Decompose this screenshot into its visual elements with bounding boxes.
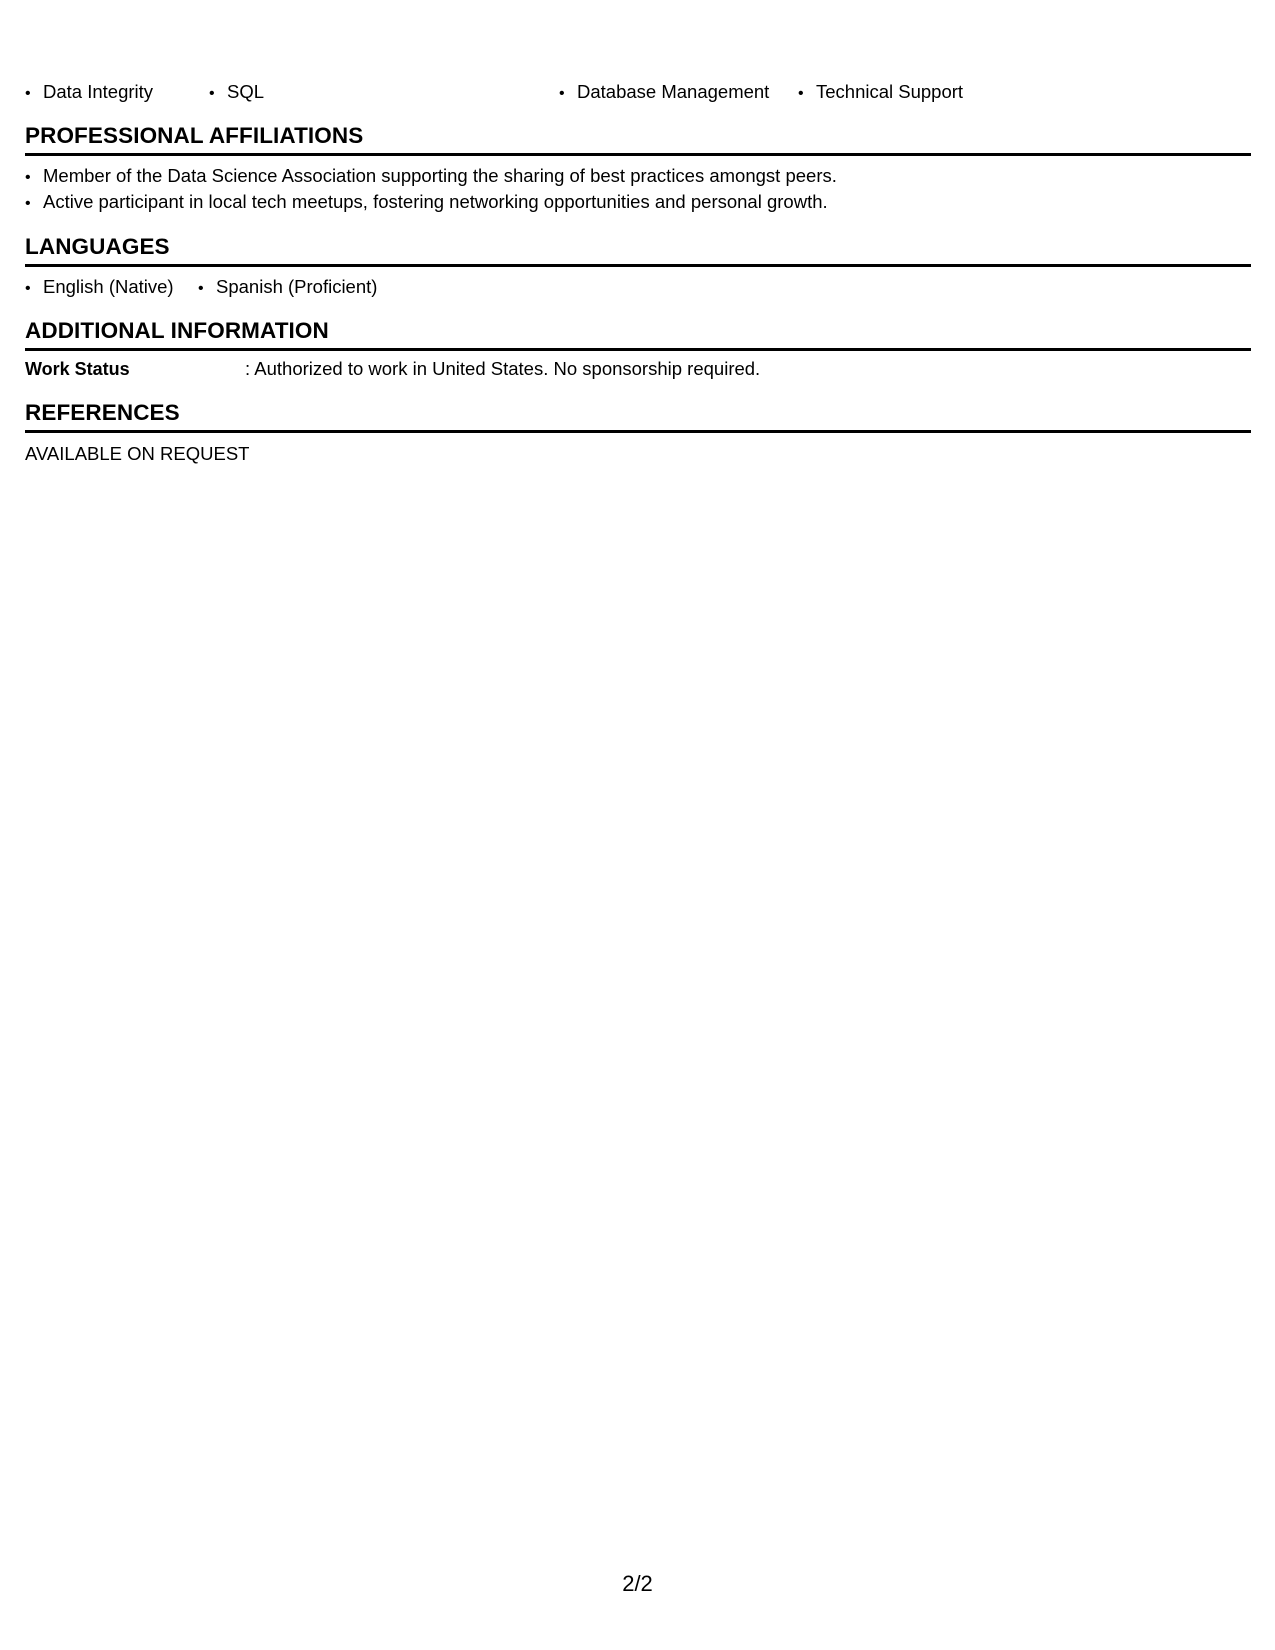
affiliations-section — [25, 123, 1251, 156]
affiliation-text: Member of the Data Science Association supporting the sharing of best practices amongst peers. — [43, 165, 837, 186]
skill-item — [25, 81, 153, 105]
bullet-icon: • — [25, 85, 31, 102]
section-heading: ADDITIONAL INFORMATION — [25, 318, 1251, 351]
bullet-icon: • — [25, 169, 31, 186]
bullet-icon: • — [25, 195, 31, 212]
affiliation-item — [25, 191, 828, 215]
language-label: English (Native) — [43, 276, 174, 297]
language-label: Spanish (Proficient) — [216, 276, 378, 297]
skill-item — [559, 81, 769, 105]
bullet-icon: • — [209, 85, 215, 102]
references-text: AVAILABLE ON REQUEST — [25, 443, 250, 464]
language-item — [25, 276, 174, 300]
bullet-icon: • — [559, 85, 565, 102]
affiliation-item — [25, 165, 837, 189]
skill-label: Database Management — [577, 81, 770, 102]
section-heading: LANGUAGES — [25, 234, 1251, 267]
bullet-icon: • — [798, 85, 804, 102]
skill-label: Data Integrity — [43, 81, 154, 102]
bullet-icon: • — [198, 280, 204, 297]
skill-item — [798, 81, 963, 105]
additional-info-section — [25, 318, 1251, 351]
skill-label: Technical Support — [816, 81, 964, 102]
references-section — [25, 400, 1251, 433]
resume-page — [25, 0, 1251, 1650]
skill-label: SQL — [227, 81, 265, 102]
work-status-label: Work Status — [25, 359, 130, 379]
affiliation-text: Active participant in local tech meetups, fostering networking opportunities and personal growth. — [43, 191, 828, 212]
section-heading: REFERENCES — [25, 400, 1251, 433]
skill-item — [209, 81, 264, 105]
bullet-icon: • — [25, 280, 31, 297]
work-status-value: : Authorized to work in United States. No sponsorship required. — [245, 358, 761, 379]
language-item — [198, 276, 377, 300]
page-number: 2/2 — [622, 1571, 653, 1596]
section-heading: PROFESSIONAL AFFILIATIONS — [25, 123, 1251, 156]
languages-section — [25, 234, 1251, 267]
